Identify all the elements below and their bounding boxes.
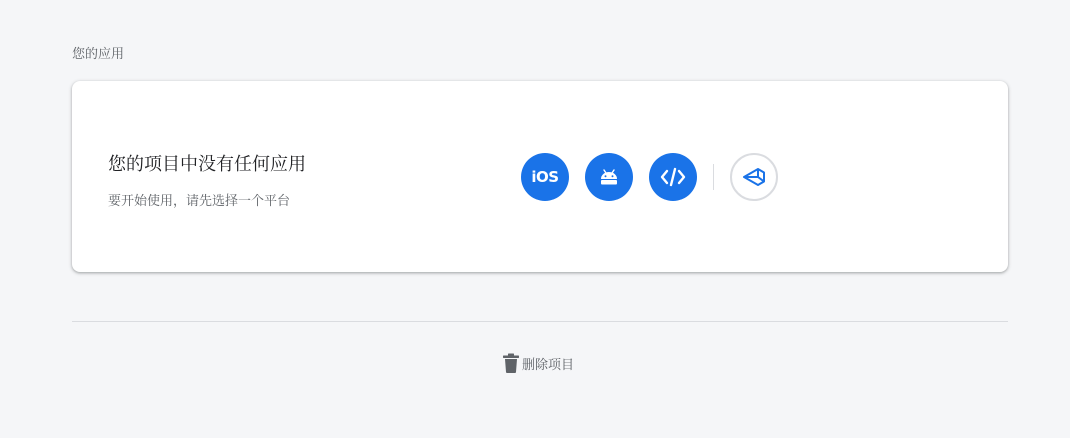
platform-buttons — [521, 153, 778, 201]
platform-divider — [713, 164, 714, 190]
ios-platform-button[interactable] — [521, 153, 569, 201]
delete-project-button[interactable] — [502, 352, 574, 374]
ios-icon: iOS — [531, 168, 559, 186]
unity-platform-button[interactable] — [730, 153, 778, 201]
section-title: 您的应用 — [72, 47, 125, 62]
web-platform-button[interactable] — [649, 153, 697, 201]
apps-card — [72, 81, 1008, 272]
trash-icon — [502, 353, 520, 373]
card-heading: 您的项目中没有任何应用 — [108, 154, 306, 175]
unity-icon — [741, 164, 767, 190]
delete-project-label: 删除项目 — [522, 357, 575, 373]
android-platform-button[interactable] — [585, 153, 633, 201]
card-subtitle: 要开始使用，请先选择一个平台 — [108, 194, 291, 209]
code-icon — [660, 167, 686, 187]
android-icon — [599, 169, 619, 185]
section-divider — [72, 321, 1008, 322]
